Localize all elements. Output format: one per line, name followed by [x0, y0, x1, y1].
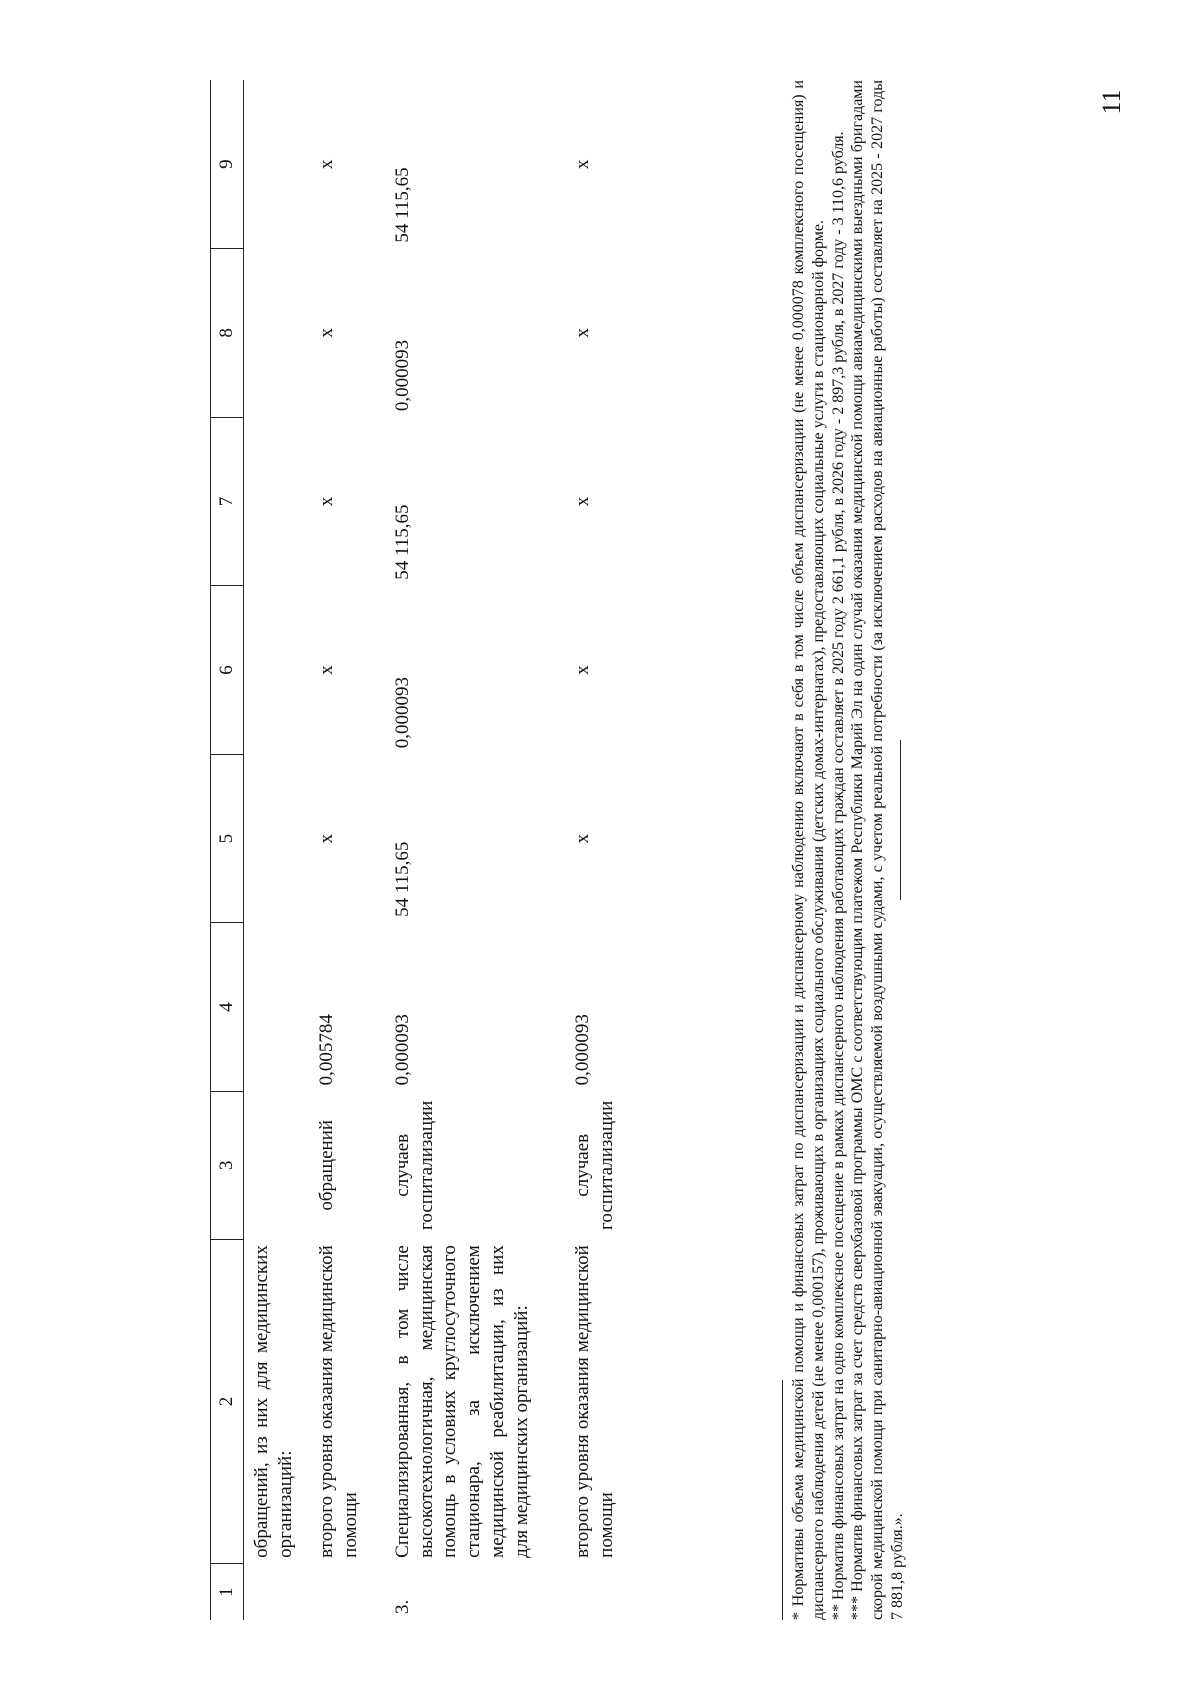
- row-number: 3.: [391, 1599, 413, 1614]
- column-header: 3: [211, 1091, 244, 1239]
- value-cell: 0,005784: [316, 1014, 338, 1086]
- value-cell: х: [572, 159, 594, 170]
- page-number: 11: [1097, 89, 1126, 115]
- value-cell: [243, 249, 301, 418]
- footnote-3: *** Норматив финансовых затрат за счет средств сверхбазовой программы ОМС с соответствующим платежом Республики Марий Эл на один случай оказания медицинской помощи авиамедицинскими выездными бригадами скорой медицинской помощи при санитарно-авиационной эвакуации, осуществляемой воздушными судами, с учетом реальной потребности (за исключением расходов на авиационные работы) составляет на 2025 - 2027 годы 7 881,8 рубля.».: [849, 80, 907, 1620]
- value-cell: 54 115,65: [391, 841, 413, 917]
- value-cell: х: [316, 328, 338, 338]
- value-cell: [243, 586, 301, 755]
- column-header: 5: [211, 754, 244, 923]
- table-header-row: [211, 80, 244, 1620]
- value-cell: 0,000093: [572, 1014, 594, 1086]
- unit-cell: обращений: [316, 1119, 338, 1211]
- row-label: второго уровня оказания медицинской помощи: [572, 1245, 617, 1558]
- row-label: обращений, из них для медицинских организаций:: [250, 1245, 296, 1558]
- unit-cell: случаев госпитализации: [572, 1100, 617, 1230]
- rotated-sheet: [150, 60, 1050, 1620]
- footnote-1: * Нормативы объема медицинской помощи и финансовых затрат по диспансеризации и диспансерному наблюдению включают в себя в том числе объем диспансеризации (не менее 0,000078 комплексного посещения) и диспансерного наблюдения детей (не менее 0,000157), проживающих в организациях социального обслуживания (детских домах-интернатах), предоставляющих социальные услуги в стационарной форме.: [790, 80, 827, 1620]
- column-header: 4: [211, 923, 244, 1092]
- value-cell: 0,000093: [391, 1014, 413, 1086]
- column-header: 8: [211, 249, 244, 418]
- value-cell: х: [316, 833, 338, 844]
- unit-cell: случаев госпитализации: [391, 1100, 437, 1230]
- value-cell: 0,000093: [391, 677, 413, 749]
- footnote-2: ** Норматив финансовых затрат на одно комплексное посещение в рамках диспансерного наблюдения работающих граждан составляет в 2025 году 2 661,1 рубля, в 2026 году - 2 897,3 рубля, в 2027 году - 3 110,6 рубля.: [829, 131, 847, 1620]
- column-header: 6: [211, 586, 244, 755]
- row-number: [301, 1564, 367, 1620]
- row-label: Специализированная, в том числе высокотехнологичная, медицинская помощь в условиях круглосуточного стационара, за исключением медицинской реабилитации, из них для медицинских организаций:: [391, 1245, 532, 1558]
- value-cell: х: [572, 665, 594, 675]
- value-cell: х: [316, 665, 338, 675]
- column-header: 2: [211, 1239, 244, 1564]
- value-cell: [243, 80, 301, 249]
- value-cell: 54 115,65: [391, 167, 413, 243]
- table-row: [537, 80, 623, 1620]
- value-cell: 54 115,65: [391, 504, 413, 580]
- value-cell: х: [572, 328, 594, 338]
- value-cell: [243, 923, 301, 1092]
- footnote-rule: [782, 1380, 783, 1620]
- table-row: [243, 80, 301, 1620]
- row-label: второго уровня оказания медицинской помощи: [316, 1245, 361, 1558]
- value-cell: х: [316, 496, 338, 507]
- value-cell: 0,000093: [391, 339, 413, 412]
- column-header: 1: [211, 1564, 244, 1620]
- value-cell: [243, 754, 301, 923]
- value-cell: х: [316, 159, 338, 170]
- column-header: 9: [211, 80, 244, 249]
- value-cell: х: [572, 833, 594, 844]
- footnotes: [782, 80, 908, 1620]
- value-cell: [243, 417, 301, 586]
- row-number: [537, 1564, 623, 1620]
- unit-cell: [243, 1091, 301, 1239]
- table-row: [367, 80, 538, 1620]
- row-number: [243, 1564, 301, 1620]
- end-line: [900, 740, 901, 900]
- column-header: 7: [211, 417, 244, 586]
- table-row: [301, 80, 367, 1620]
- value-cell: х: [572, 496, 594, 507]
- norms-table: [210, 80, 623, 1620]
